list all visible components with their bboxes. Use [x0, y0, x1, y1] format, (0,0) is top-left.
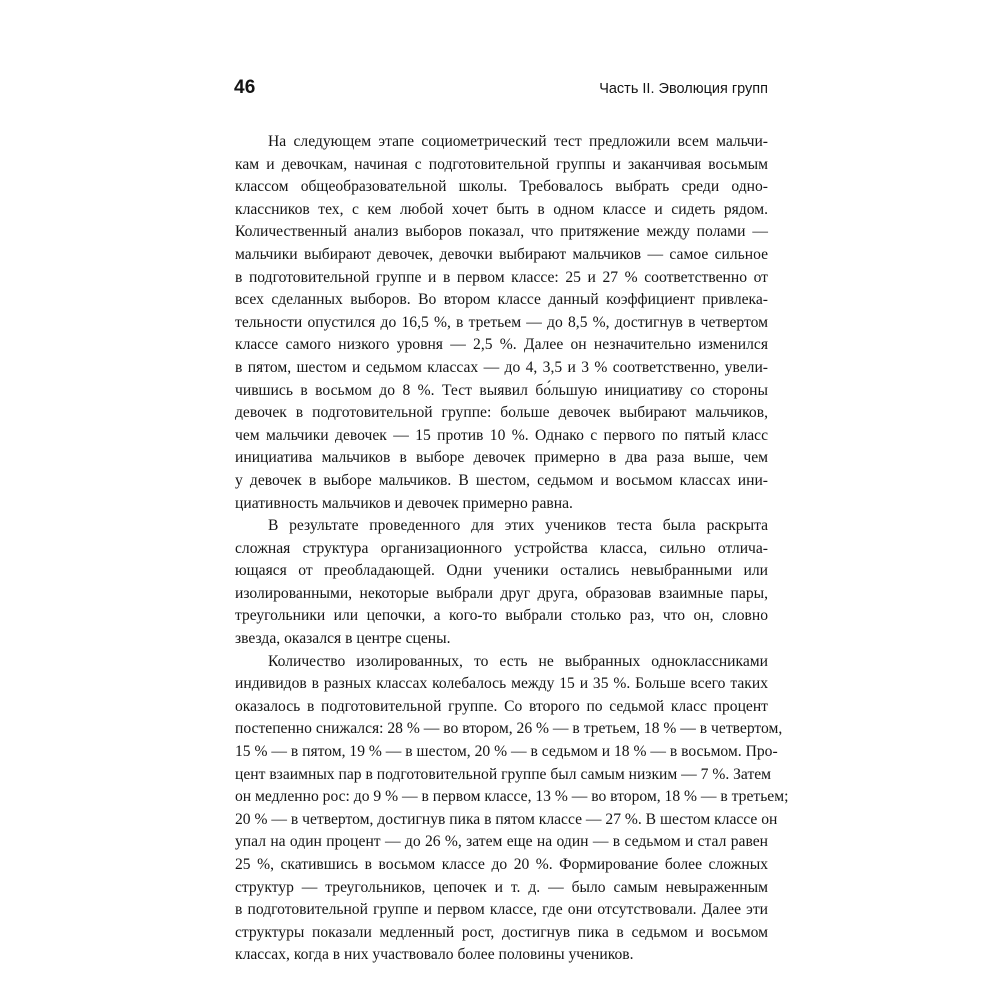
text-line: в пятом, шестом и седьмом классах — до 4, 3,5 и 3 % соответственно, увели- [235, 358, 768, 376]
text-line: классах, когда в них участвовало более половины учеников. [235, 946, 634, 964]
body-text [235, 131, 789, 967]
text-line: девочек в подготовительной группе: больше девочек выбирают мальчиков, [235, 404, 768, 422]
text-line: структуры показали медленный рост, достигнув пика в седьмом и восьмом [235, 923, 768, 941]
text-line: упал на один процент — до 26 %, затем еще на один — в седьмом и стал равен [235, 833, 768, 851]
text-line: классников тех, с кем любой хочет быть в одном классе и сидеть рядом. [235, 200, 768, 218]
text-line: 25 %, скатившись в восьмом классе до 20 %. Формирование более сложных [235, 856, 768, 873]
text-line: ющаяся от преобладающей. Одни ученики остались невыбранными или [235, 562, 768, 580]
text-line: 15 % — в пятом, 19 % — в шестом, 20 % — в седьмом и 18 % — в восьмом. Про- [235, 743, 778, 761]
text-line: он медленно рос: до 9 % — в первом классе, 13 % — во втором, 18 % — в третьем; [235, 788, 789, 806]
paragraph [235, 131, 768, 515]
text-line: в подготовительной группе и первом классе, где они отсутствовали. Далее эти [235, 901, 768, 919]
text-line: тельности опустился до 16,5 %, в третьем — до 8,5 %, достигнув в четвертом [235, 313, 768, 331]
text-line: треугольники или цепочки, а кого-то выбрали столько раз, что он, словно [235, 607, 768, 625]
text-line: Количество изолированных, то есть не выбранных одноклассниками [268, 652, 768, 670]
text-line: индивидов в разных классах колебалось между 15 и 35 %. Больше всего таких [235, 675, 768, 693]
text-line: циативность мальчиков и девочек примерно равна. [235, 494, 573, 512]
text-line: структур — треугольников, цепочек и т. д. — было самым невыраженным [235, 878, 768, 896]
text-line: На следующем этапе социометрический тест предложили всем мальчи- [268, 133, 768, 150]
text-line: классе самого низкого уровня — 2,5 %. Далее он незначительно изменился [235, 336, 768, 354]
text-line: сложная структура организационного устройства класса, сильно отлича- [235, 539, 768, 557]
text-line: инициатива мальчиков в выборе девочек примерно в два раза выше, чем [235, 449, 768, 467]
text-line: цент взаимных пар в подготовительной группе был самым низким — 7 %. Затем [235, 765, 772, 783]
text-line: всех сделанных выборов. Во втором классе данный коэффициент привлека- [235, 291, 768, 309]
text-line: чившись в восьмом до 8 %. Тест выявил бо́льшую инициативу со стороны [235, 381, 768, 399]
text-line: в подготовительной группе и в первом классе: 25 и 27 % соответственно от [235, 268, 768, 286]
text-line: постепенно снижался: 28 % — во втором, 26 % — в третьем, 18 % — в четвертом, [235, 720, 783, 738]
paragraph [235, 651, 789, 967]
paragraph [235, 515, 768, 651]
text-line: классом общеобразовательной школы. Требовалось выбрать среди одно- [235, 178, 768, 196]
text-line: 20 % — в четвертом, достигнув пика в пятом классе — 27 %. В шестом классе он [235, 810, 778, 828]
text-line: изолированными, некоторые выбрали друг друга, образовав взаимные пары, [235, 584, 768, 602]
page-number: 46 [234, 77, 256, 98]
text-line: чем мальчики девочек — 15 против 10 %. Однако с первого по пятый класс [235, 426, 768, 444]
text-line: у девочек в выборе мальчиков. В шестом, седьмом и восьмом классах ини- [235, 471, 768, 489]
text-line: оказалось в подготовительной группе. Со второго по седьмой класс процент [235, 697, 768, 715]
text-line: кам и девочкам, начиная с подготовительной группы и заканчивая восьмым [235, 155, 768, 173]
text-line: звезда, оказался в центре сцены. [235, 630, 451, 648]
running-header: Часть II. Эволюция групп [599, 81, 768, 97]
text-line: мальчики выбирают девочек, девочки выбирают мальчиков — самое сильное [235, 245, 768, 263]
text-line: В результате проведенного для этих учеников теста была раскрыта [268, 517, 768, 535]
text-line: Количественный анализ выборов показал, что притяжение между полами — [235, 223, 768, 241]
